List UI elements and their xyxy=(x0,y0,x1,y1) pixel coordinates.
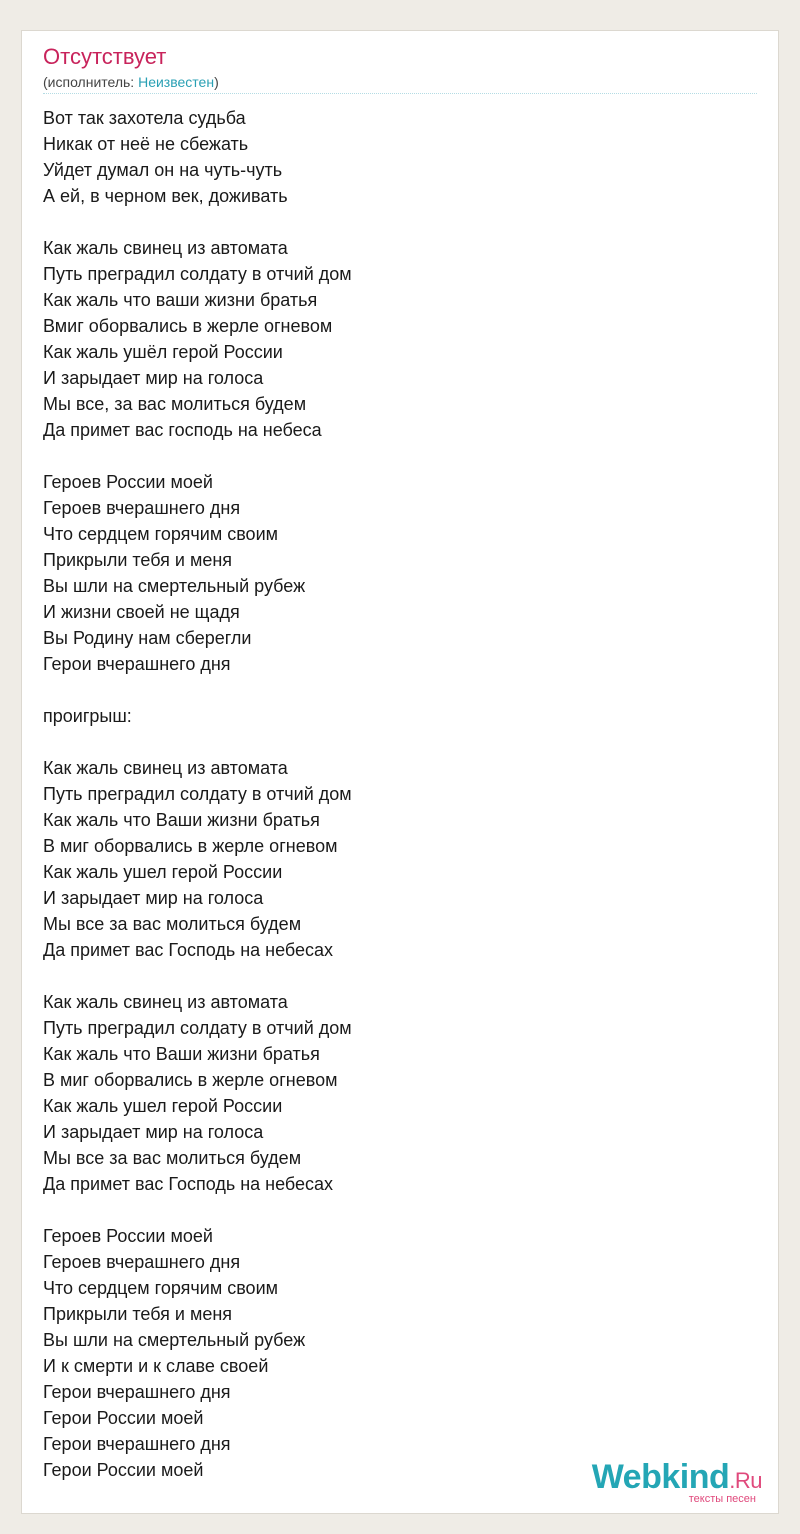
lyric-line: Да примет вас Господь на небесах xyxy=(43,1174,334,1194)
lyric-line: В миг оборвались в жерле огневом xyxy=(43,836,338,856)
title-divider xyxy=(43,93,757,94)
lyric-line: Как жаль свинец из автомата xyxy=(43,238,288,258)
lyric-line: Да примет вас Господь на небесах xyxy=(43,940,334,960)
lyric-line: Как жаль свинец из автомата xyxy=(43,758,288,778)
lyric-line: Мы все за вас молиться будем xyxy=(43,1148,302,1168)
lyric-line: Вмиг оборвались в жерле огневом xyxy=(43,316,333,336)
lyric-line: Герои России моей xyxy=(43,1460,204,1480)
logo-name: Webkind xyxy=(591,1458,730,1496)
lyric-line: Вот так захотела судьба xyxy=(43,108,246,128)
lyric-line: Герои вчерашнего дня xyxy=(43,654,231,674)
lyric-line: Прикрыли тебя и меня xyxy=(43,550,233,570)
lyric-line: Что сердцем горячим своим xyxy=(43,1278,279,1298)
lyric-blank-line xyxy=(43,443,743,469)
lyric-line: Как жаль что Ваши жизни братья xyxy=(43,1044,320,1064)
lyric-blank-line xyxy=(43,209,743,235)
lyric-line: Уйдет думал он на чуть-чуть xyxy=(43,160,283,180)
lyric-line: Никак от неё не сбежать xyxy=(43,134,249,154)
lyric-line: И жизни своей не щадя xyxy=(43,602,240,622)
lyric-line: И зарыдает мир на голоса xyxy=(43,888,264,908)
lyric-line: Как жаль что Ваши жизни братья xyxy=(43,810,320,830)
logo-tld: .Ru xyxy=(729,1468,762,1493)
lyric-line: Прикрыли тебя и меня xyxy=(43,1304,233,1324)
artist-line xyxy=(43,73,219,91)
lyric-line: Героев России моей xyxy=(43,1226,213,1246)
lyric-line: Вы Родину нам сберегли xyxy=(43,628,252,648)
lyric-line: В миг оборвались в жерле огневом xyxy=(43,1070,338,1090)
lyric-line: Путь преградил солдату в отчий дом xyxy=(43,264,352,284)
lyric-line: Героев России моей xyxy=(43,472,213,492)
lyric-line: Как жаль ушёл герой России xyxy=(43,342,283,362)
logo-tagline: тексты песен xyxy=(688,1493,756,1505)
lyric-line: Герои России моей xyxy=(43,1408,204,1428)
song-title: Отсутствует xyxy=(43,44,167,69)
lyric-line: проигрыш: xyxy=(43,706,132,726)
lyric-line: И к смерти и к славе своей xyxy=(43,1356,269,1376)
lyric-line: Как жаль ушел герой России xyxy=(43,1096,283,1116)
lyric-line: И зарыдает мир на голоса xyxy=(43,368,264,388)
lyric-line: Как жаль ушел герой России xyxy=(43,862,283,882)
lyric-line: Путь преградил солдату в отчий дом xyxy=(43,784,352,804)
lyric-line: Мы все, за вас молиться будем xyxy=(43,394,307,414)
lyric-line: Что сердцем горячим своим xyxy=(43,524,279,544)
lyric-blank-line xyxy=(43,963,743,989)
lyric-line: Мы все за вас молиться будем xyxy=(43,914,302,934)
lyric-line: И зарыдает мир на голоса xyxy=(43,1122,264,1142)
lyric-line: Герои вчерашнего дня xyxy=(43,1382,231,1402)
lyric-blank-line xyxy=(43,729,743,755)
lyric-line: Вы шли на смертельный рубеж xyxy=(43,576,306,596)
artist-link[interactable]: Неизвестен xyxy=(138,74,215,90)
lyric-line: А ей, в черном век, доживать xyxy=(43,186,288,206)
lyric-line: Путь преградил солдату в отчий дом xyxy=(43,1018,352,1038)
lyric-line: Как жаль что ваши жизни братья xyxy=(43,290,318,310)
lyrics-text xyxy=(43,105,743,1483)
lyric-line: Как жаль свинец из автомата xyxy=(43,992,288,1012)
lyric-blank-line xyxy=(43,677,743,703)
lyric-line: Герои вчерашнего дня xyxy=(43,1434,231,1454)
lyric-blank-line xyxy=(43,1197,743,1223)
lyrics-card xyxy=(21,30,779,1514)
lyric-line: Да примет вас господь на небеса xyxy=(43,420,322,440)
site-logo[interactable] xyxy=(570,1457,770,1507)
lyric-line: Вы шли на смертельный рубеж xyxy=(43,1330,306,1350)
artist-prefix: (исполнитель: xyxy=(43,74,139,90)
lyric-line: Героев вчерашнего дня xyxy=(43,498,241,518)
lyric-line: Героев вчерашнего дня xyxy=(43,1252,241,1272)
artist-suffix: ) xyxy=(214,74,219,90)
